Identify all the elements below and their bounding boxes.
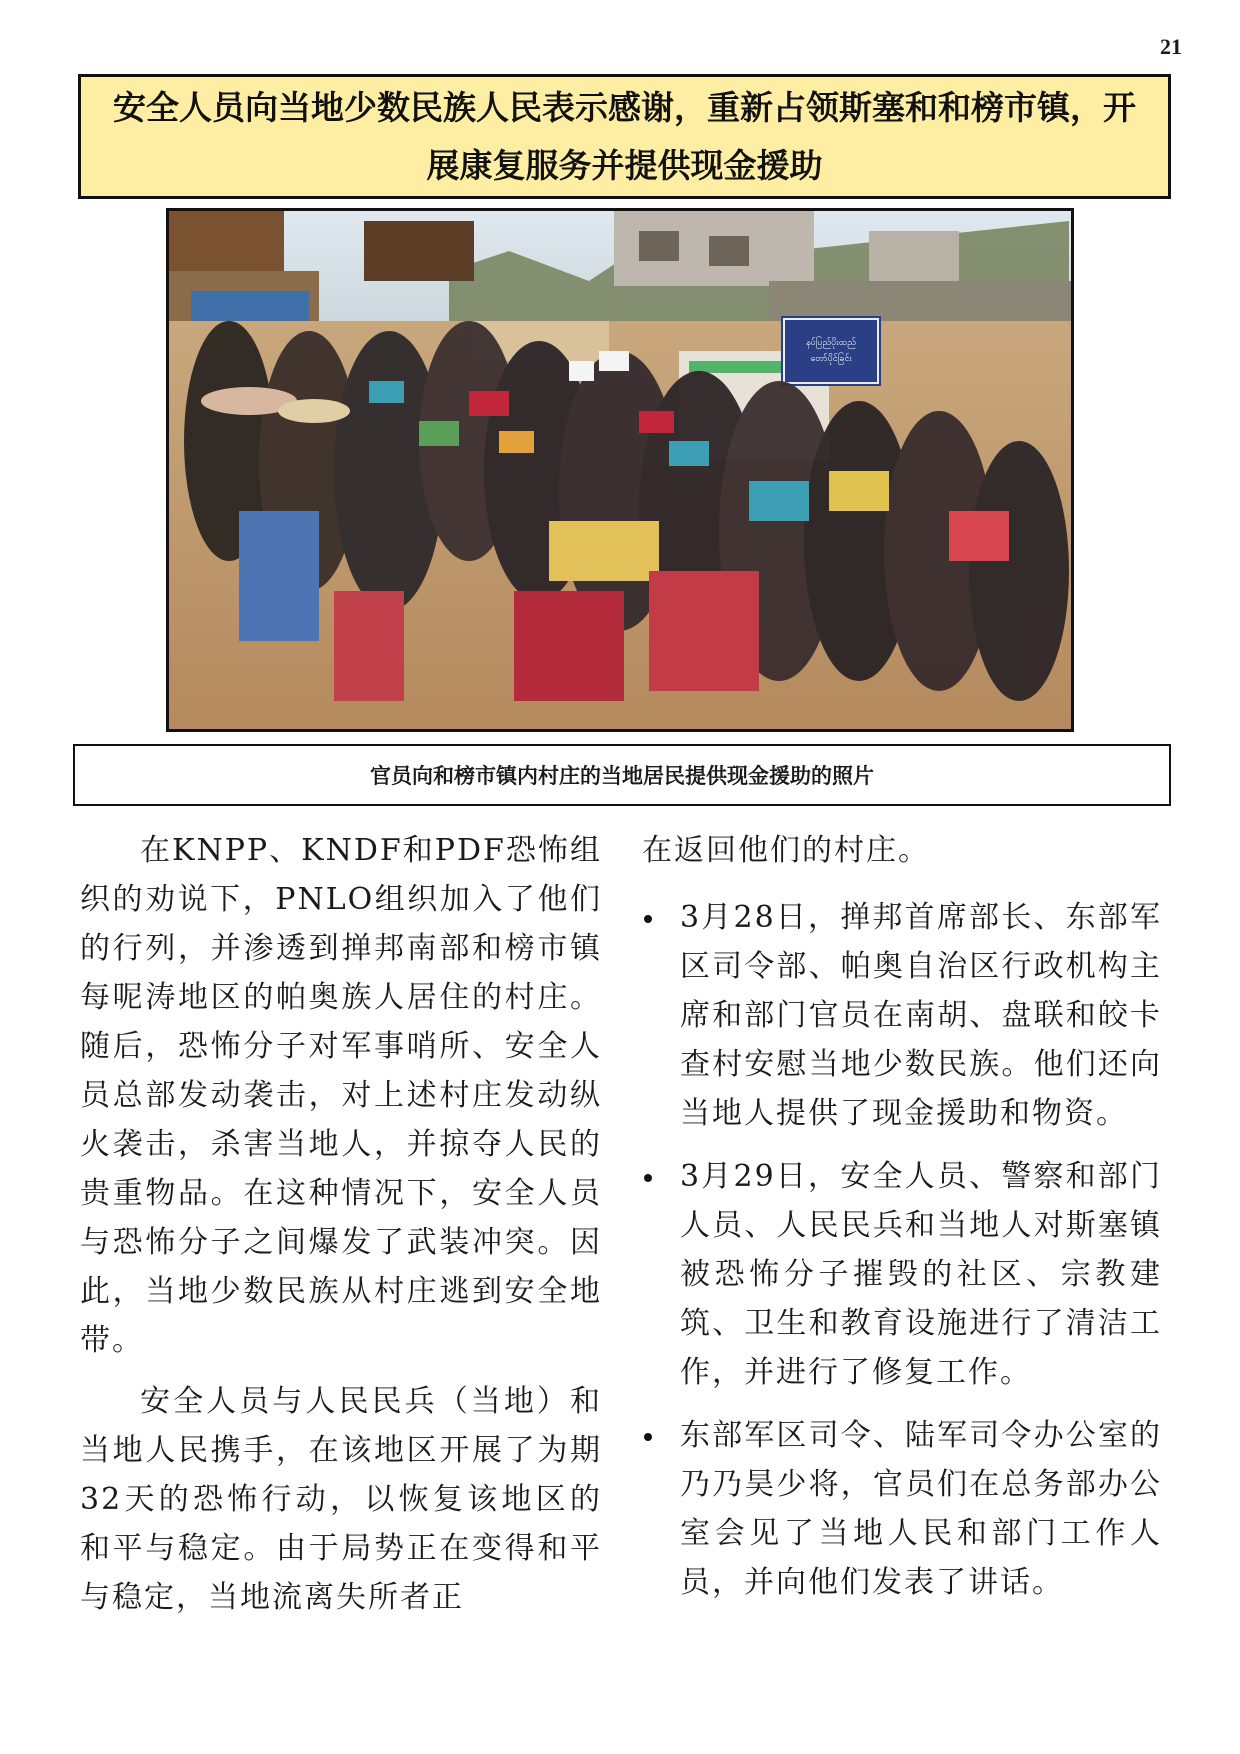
photo-caption: 官员向和榜市镇内村庄的当地居民提供现金援助的照片 [370, 764, 874, 788]
list-item-text: 3月28日，掸邦首席部长、东部军区司令部、帕奥自治区行政机构主席和部门官员在南胡、盘联和皎卡查村安慰当地少数民族。他们还向当地人提供了现金援助和物资。 [680, 900, 1162, 1131]
photo-caption-box [73, 744, 1171, 806]
bullet-icon [644, 1433, 652, 1441]
list-item [642, 1411, 1162, 1607]
bullet-icon [644, 915, 652, 923]
headline-box [78, 74, 1171, 199]
list-item [642, 893, 1162, 1138]
page-number: 21 [1160, 34, 1182, 59]
headline: 安全人员向当地少数民族人民表示感谢，重新占领斯塞和和榜市镇，开展康复服务并提供现金援助 [113, 87, 1136, 185]
list-item-text: 东部军区司令、陆军司令办公室的乃乃昊少将，官员们在总务部办公室会见了当地人民和部门工作人员，并向他们发表了讲话。 [680, 1418, 1162, 1600]
article-left-column [80, 826, 602, 1634]
bullet-icon [644, 1174, 652, 1182]
article-paragraph-2-continuation: 在返回他们的村庄。 [642, 833, 930, 868]
article-paragraph-2: 安全人员与人民民兵（当地）和当地人民携手，在该地区开展了为期32天的恐怖行动，以恢复该地区的和平与稳定。由于局势正在变得和平与稳定，当地流离失所者正 [80, 1384, 602, 1615]
sign-text-line-1: နပ်ပြည်ပိုးထည် [806, 338, 856, 348]
news-photo [166, 208, 1074, 732]
list-item-text: 3月29日，安全人员、警察和部门人员、人民民兵和当地人对斯塞镇被恐怖分子摧毁的社区、宗教建筑、卫生和教育设施进行了清洁工作，并进行了修复工作。 [680, 1159, 1162, 1390]
sign-text-line-2: တော်ပိုင်ခြင်း [810, 354, 852, 364]
list-item [642, 1152, 1162, 1397]
crowd-photo-illustration [169, 211, 1071, 729]
event-list [642, 893, 1162, 1607]
article-paragraph-1: 在KNPP、KNDF和PDF恐怖组织的劝说下，PNLO组织加入了他们的行列，并渗透到掸邦南部和榜市镇每呢涛地区的帕奥族人居住的村庄。随后，恐怖分子对军事哨所、安全人员总部发动袭击，对上述村庄发动纵火袭击，杀害当地人，并掠夺人民的贵重物品。在这种情况下，安全人员与恐怖分子之间爆发了武装冲突。因此，当地少数民族从村庄逃到安全地带。 [80, 833, 602, 1358]
article-right-column [642, 826, 1162, 1621]
